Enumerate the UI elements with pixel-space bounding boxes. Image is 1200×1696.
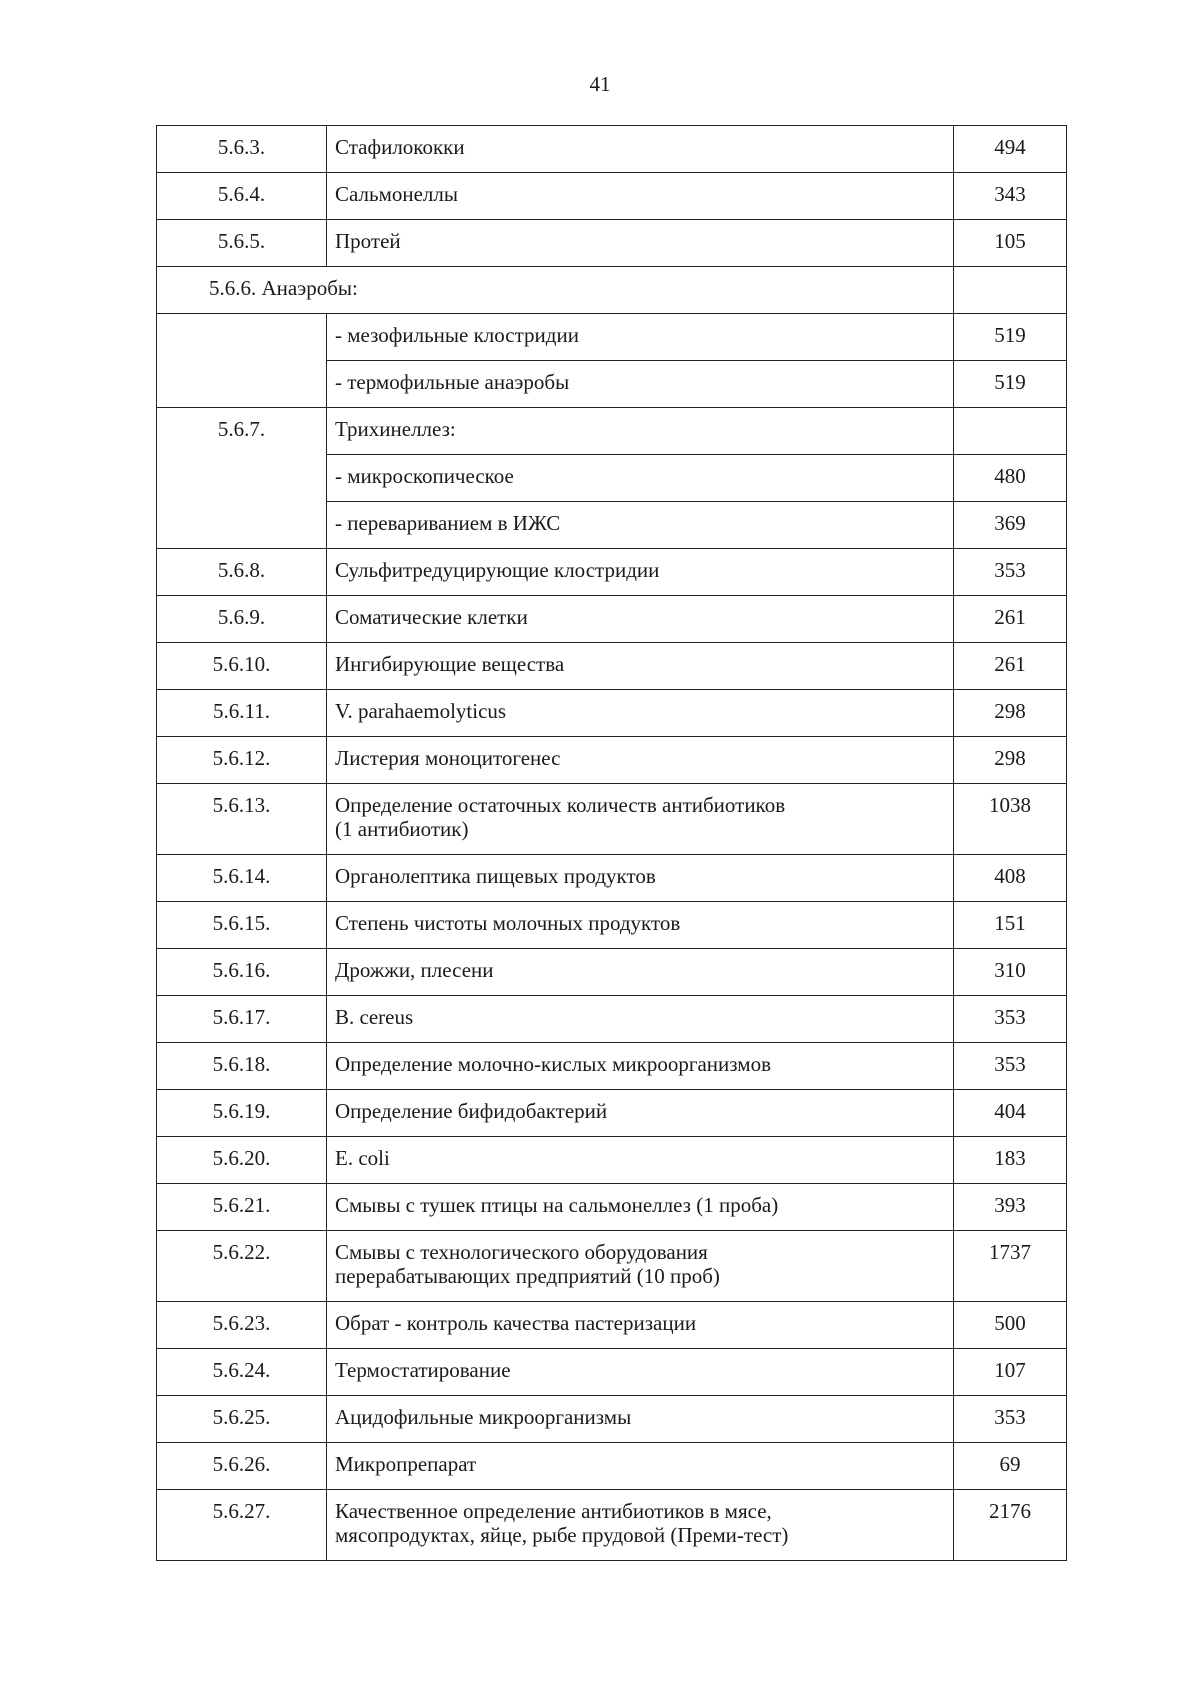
row-name: E. coli [327,1137,954,1184]
row-name: V. parahaemolyticus [327,690,954,737]
table-row [157,549,1067,596]
row-name: Органолептика пищевых продуктов [327,855,954,902]
row-name: - перевариванием в ИЖС [327,502,954,549]
row-price: 500 [954,1302,1067,1349]
row-price: 298 [954,690,1067,737]
table-row [157,784,1067,855]
row-price: 494 [954,126,1067,173]
row-price: 69 [954,1443,1067,1490]
row-name: Соматические клетки [327,596,954,643]
row-code: 5.6.19. [157,1090,327,1137]
table-row [157,126,1067,173]
row-price: 519 [954,314,1067,361]
row-name: Ингибирующие вещества [327,643,954,690]
row-name: Сульфитредуцирующие клостридии [327,549,954,596]
table-row [157,643,1067,690]
row-price [954,408,1067,455]
row-price: 107 [954,1349,1067,1396]
row-price: 480 [954,455,1067,502]
group-heading: 5.6.6. Анаэробы: [157,267,954,314]
row-name [327,1490,954,1561]
row-code: 5.6.15. [157,902,327,949]
page-number: 41 [589,72,611,96]
row-name-line-2: (1 антибиотик) [335,817,469,841]
row-name-line-1: Качественное определение антибиотиков в мясе, [335,1499,772,1523]
row-price: 343 [954,173,1067,220]
row-code: 5.6.21. [157,1184,327,1231]
table-row [157,1349,1067,1396]
row-name: B. cereus [327,996,954,1043]
row-code: 5.6.8. [157,549,327,596]
row-name: Термостатирование [327,1349,954,1396]
row-price: 310 [954,949,1067,996]
row-price: 353 [954,1396,1067,1443]
row-name [327,784,954,855]
table-row [157,1137,1067,1184]
row-name-line-1: Смывы с технологического оборудования [335,1240,708,1264]
row-code: 5.6.27. [157,1490,327,1561]
row-name: Смывы с тушек птицы на сальмонеллез (1 проба) [327,1184,954,1231]
price-table [156,125,1067,1561]
row-price: 353 [954,996,1067,1043]
row-code: 5.6.7. [157,408,327,549]
row-price: 261 [954,643,1067,690]
row-price: 183 [954,1137,1067,1184]
table-row [157,855,1067,902]
table-row [157,314,1067,361]
table-row [157,1396,1067,1443]
table-row [157,408,1067,455]
row-code: 5.6.18. [157,1043,327,1090]
table-row [157,596,1067,643]
table-row [157,1090,1067,1137]
row-price: 353 [954,1043,1067,1090]
table-row [157,220,1067,267]
row-name: Определение молочно-кислых микроорганизмов [327,1043,954,1090]
row-code: 5.6.12. [157,737,327,784]
row-price: 298 [954,737,1067,784]
row-name: - микроскопическое [327,455,954,502]
row-code: 5.6.20. [157,1137,327,1184]
row-price: 261 [954,596,1067,643]
row-name: Трихинеллез: [327,408,954,455]
table-row [157,737,1067,784]
row-name: Сальмонеллы [327,173,954,220]
row-price: 408 [954,855,1067,902]
row-name: - мезофильные клостридии [327,314,954,361]
row-price [954,267,1067,314]
row-name: Дрожжи, плесени [327,949,954,996]
table-row [157,949,1067,996]
row-price: 353 [954,549,1067,596]
table-row [157,902,1067,949]
table-row [157,1302,1067,1349]
row-code: 5.6.11. [157,690,327,737]
table-row [157,1184,1067,1231]
row-price: 393 [954,1184,1067,1231]
row-name: Ацидофильные микроорганизмы [327,1396,954,1443]
row-code: 5.6.22. [157,1231,327,1302]
row-price: 151 [954,902,1067,949]
row-code: 5.6.16. [157,949,327,996]
table-row [157,1443,1067,1490]
row-name-line-2: перерабатывающих предприятий (10 проб) [335,1264,720,1288]
row-name-line-1: Определение остаточных количеств антибиотиков [335,793,786,817]
row-name: - термофильные анаэробы [327,361,954,408]
table-row-group [157,267,1067,314]
row-code: 5.6.23. [157,1302,327,1349]
row-name: Листерия моноцитогенес [327,737,954,784]
row-code: 5.6.17. [157,996,327,1043]
row-code: 5.6.9. [157,596,327,643]
row-code: 5.6.26. [157,1443,327,1490]
row-code: 5.6.3. [157,126,327,173]
row-price: 2176 [954,1490,1067,1561]
row-code: 5.6.10. [157,643,327,690]
row-price: 1038 [954,784,1067,855]
table-row [157,690,1067,737]
table-row [157,1490,1067,1561]
table-row [157,996,1067,1043]
row-price: 404 [954,1090,1067,1137]
row-name [327,1231,954,1302]
row-code: 5.6.5. [157,220,327,267]
row-name: Обрат - контроль качества пастеризации [327,1302,954,1349]
row-name: Микропрепарат [327,1443,954,1490]
row-name: Степень чистоты молочных продуктов [327,902,954,949]
row-code: 5.6.13. [157,784,327,855]
row-price: 105 [954,220,1067,267]
table-row [157,1043,1067,1090]
table-row [157,173,1067,220]
row-name: Определение бифидобактерий [327,1090,954,1137]
row-code: 5.6.14. [157,855,327,902]
row-code: 5.6.4. [157,173,327,220]
row-name: Стафилококки [327,126,954,173]
row-name: Протей [327,220,954,267]
row-code: 5.6.25. [157,1396,327,1443]
row-price: 369 [954,502,1067,549]
row-price: 1737 [954,1231,1067,1302]
row-code: 5.6.24. [157,1349,327,1396]
row-code-empty [157,314,327,408]
row-name-line-2: мясопродуктах, яйце, рыбе прудовой (Преми-тест) [335,1523,789,1547]
table-row [157,1231,1067,1302]
row-price: 519 [954,361,1067,408]
